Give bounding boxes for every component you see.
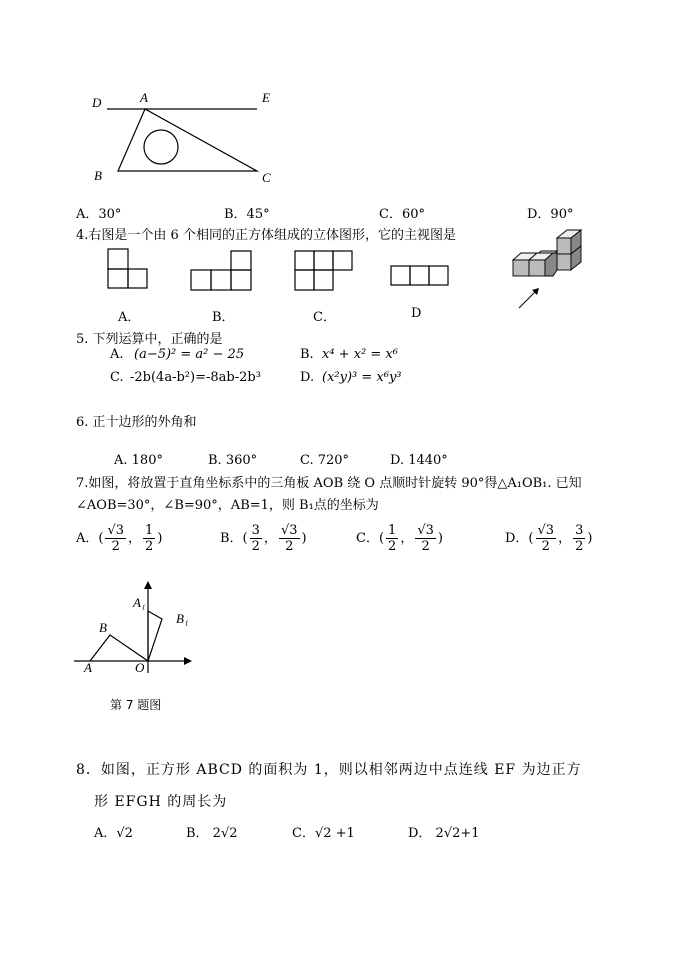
q7-a-num2: 1 bbox=[145, 523, 154, 538]
label-B1: B₁ bbox=[176, 611, 189, 626]
q7-c-num1: 1 bbox=[388, 523, 397, 538]
q7-b-num2: √3 bbox=[280, 523, 298, 538]
q7-option-d: D．( $\frac{√3}{2}$ ， $\frac{3}{2}$ ) bbox=[505, 523, 593, 554]
q7-option-c-suffix: ) bbox=[437, 531, 443, 546]
q7-d-num2: 3 bbox=[575, 523, 584, 538]
q5-option-c-prefix: C. bbox=[110, 370, 124, 385]
q8-option-a: A．√2 bbox=[94, 826, 133, 841]
label-B-fig7: B bbox=[99, 620, 107, 635]
q7-a-den2: 2 bbox=[145, 539, 154, 554]
cube-solid-figure bbox=[505, 226, 585, 314]
q5-option-b: x⁴ + x² = x⁶ bbox=[322, 347, 398, 362]
view-option-a bbox=[107, 248, 149, 290]
view-option-c bbox=[294, 250, 354, 292]
q3-option-d: D．90° bbox=[527, 207, 574, 222]
q7-option-d-suffix: ) bbox=[587, 531, 593, 546]
q7-stem-line2: ∠AOB=30°，∠B=90°，AB=1，则 B₁点的坐标为 bbox=[76, 498, 379, 513]
label-D: D bbox=[92, 95, 102, 110]
view-option-b bbox=[190, 250, 252, 292]
q5-option-c: -2b(4a-b²)=-8ab-2b³ bbox=[130, 370, 261, 385]
q7-d-den2: 2 bbox=[575, 539, 584, 554]
q7-option-b-prefix: B．( bbox=[220, 531, 248, 546]
q7-option-a-prefix: A．( bbox=[76, 531, 104, 546]
q4-label-a: A． bbox=[118, 310, 141, 325]
q8-option-c: C．√2 +1 bbox=[292, 826, 355, 841]
q7-c-num2: √3 bbox=[417, 523, 434, 538]
q7-a-num1: √3 bbox=[107, 523, 125, 538]
q8-stem-line1: 8．如图，正方形 ABCD 的面积为 1，则以相邻两边中点连线 EF 为边正方 bbox=[76, 762, 582, 778]
q7-c-den2: 2 bbox=[421, 539, 430, 554]
q7-option-a-suffix: ) bbox=[157, 531, 163, 546]
q7-d-den1: 2 bbox=[541, 539, 550, 554]
q7-b-den2: 2 bbox=[285, 539, 294, 554]
label-O: O bbox=[135, 660, 145, 675]
q5-option-a: (a−5)² = a² − 25 bbox=[134, 347, 245, 362]
q7-a-den1: 2 bbox=[111, 539, 120, 554]
q7-stem-line1: 7.如图，将放置于直角坐标系中的三角板 AOB 绕 O 点顺时针旋转 90°得△A₁OB₁. 已知 bbox=[76, 476, 582, 491]
q6-option-b: B. 360° bbox=[208, 453, 258, 468]
q4-label-d: D bbox=[411, 306, 422, 321]
q7-b-den1: 2 bbox=[251, 539, 260, 554]
q7-option-a: A．( $\frac{√3}{2}$ ， $\frac{1}{2}$ ) bbox=[76, 523, 163, 554]
q5-option-a-prefix: A. bbox=[110, 347, 124, 362]
q6-option-d: D. 1440° bbox=[390, 453, 448, 468]
label-E: E bbox=[262, 90, 270, 105]
q4-label-c: C． bbox=[313, 310, 336, 325]
q3-option-a: A．30° bbox=[76, 207, 122, 222]
q3-option-b: B．45° bbox=[224, 207, 270, 222]
q5-option-d-prefix: D. bbox=[300, 370, 315, 385]
q7-option-c: C．( $\frac{1}{2}$ ， $\frac{√3}{2}$ ) bbox=[356, 523, 443, 554]
q4-stem: 4.右图是一个由 6 个相同的正方体组成的立体图形，它的主视图是 bbox=[76, 228, 456, 243]
label-C: C bbox=[262, 170, 271, 185]
q7-option-d-prefix: D．( bbox=[505, 531, 534, 546]
q6-option-a: A. 180° bbox=[114, 453, 163, 468]
q8-option-b: B． 2√2 bbox=[186, 826, 238, 841]
q3-option-c: C．60° bbox=[379, 207, 425, 222]
q7-option-b-suffix: ) bbox=[301, 531, 307, 546]
q8-stem-line2: 形 EFGH 的周长为 bbox=[94, 794, 228, 810]
label-A: A bbox=[140, 90, 148, 105]
label-B: B bbox=[94, 168, 102, 183]
q7-option-c-prefix: C．( bbox=[356, 531, 385, 546]
q7-c-den1: 2 bbox=[388, 539, 397, 554]
q5-stem: 5. 下列运算中，正确的是 bbox=[76, 332, 223, 347]
q4-label-b: B． bbox=[212, 310, 235, 325]
q8-option-d: D． 2√2+1 bbox=[408, 826, 480, 841]
q5-option-b-prefix: B. bbox=[300, 347, 314, 362]
q7-b-num1: 3 bbox=[251, 523, 260, 538]
q7-option-b: B．( $\frac{3}{2}$ ， $\frac{√3}{2}$ ) bbox=[220, 523, 307, 554]
label-A-fig7: A bbox=[84, 660, 92, 675]
q7-d-num1: √3 bbox=[537, 523, 555, 538]
q5-option-d: (x²y)³ = x⁶y³ bbox=[322, 370, 402, 385]
triangle-figure bbox=[85, 85, 285, 185]
view-option-d bbox=[390, 265, 450, 287]
figure-caption: 第 7 题图 bbox=[110, 698, 162, 712]
q6-stem: 6. 正十边形的外角和 bbox=[76, 415, 197, 430]
q6-option-c: C. 720° bbox=[300, 453, 350, 468]
label-A1: A₁ bbox=[133, 595, 146, 610]
